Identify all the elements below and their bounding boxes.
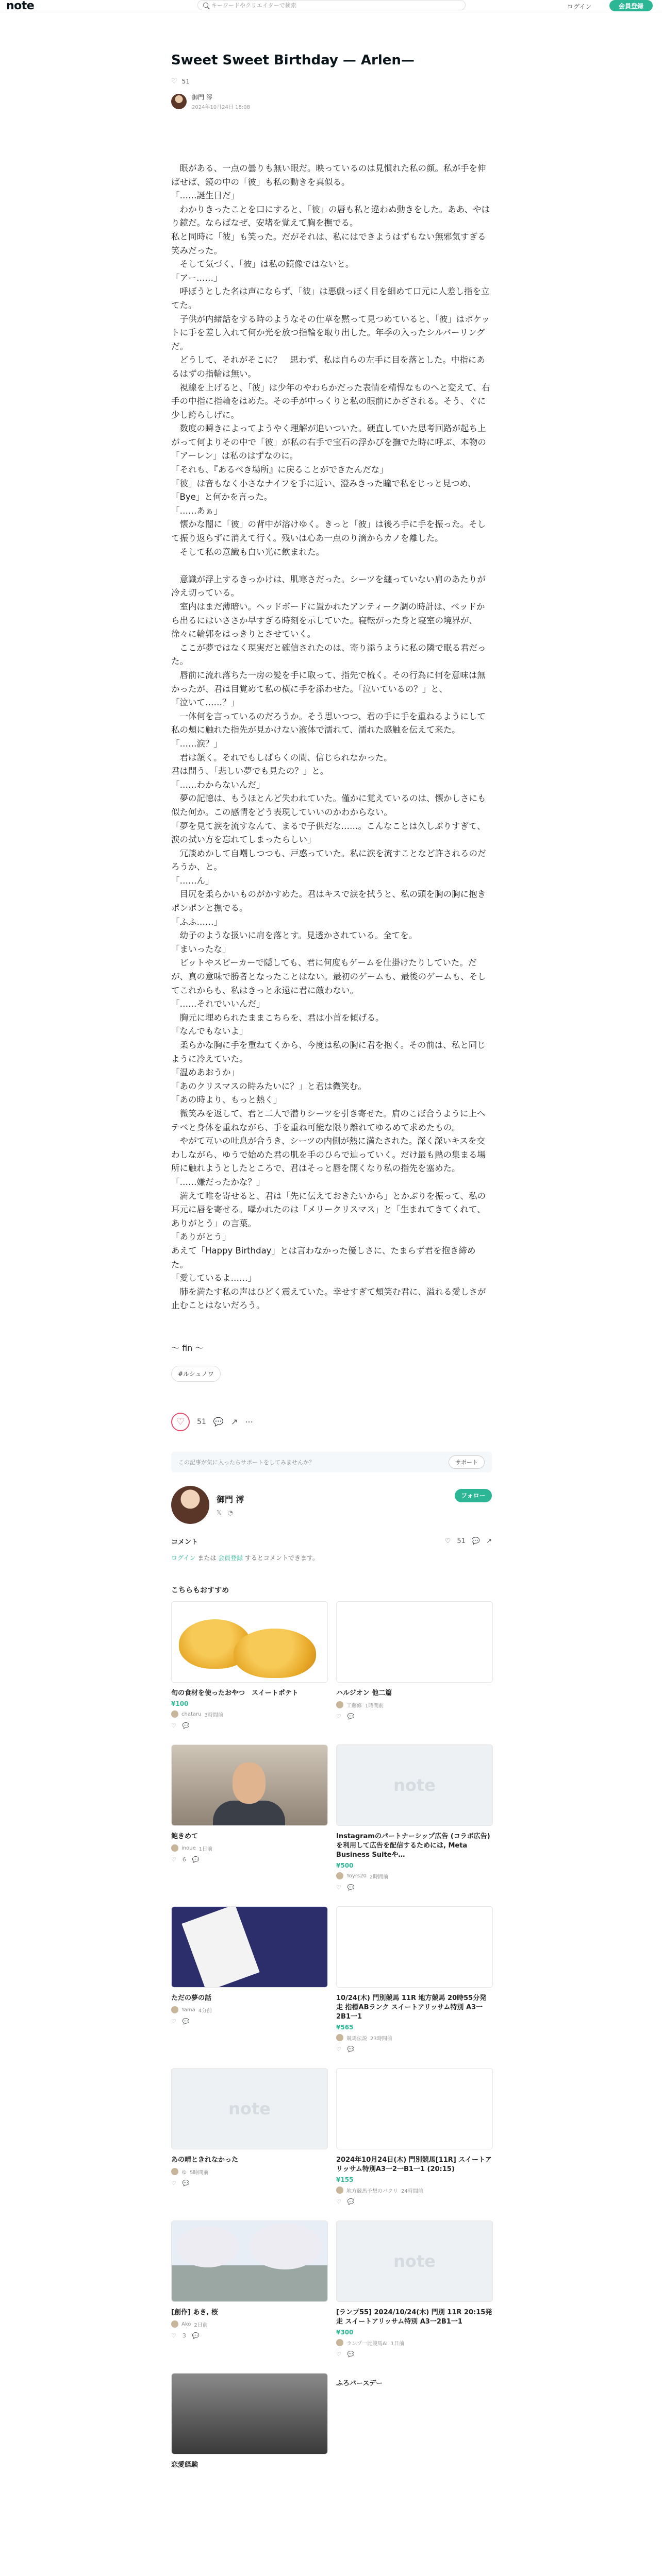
card-thumbnail[interactable] bbox=[336, 1744, 493, 1826]
body-paragraph: そして私の意識も白い光に飲まれた。 bbox=[171, 547, 324, 557]
comment-icon[interactable]: 💬 bbox=[192, 1856, 200, 1863]
card-like-count: 6 bbox=[182, 1856, 186, 1863]
comment-icon[interactable]: 💬 bbox=[192, 2332, 200, 2339]
card-time: 1時間前 bbox=[365, 1703, 384, 1709]
comment-icon[interactable]: 💬 bbox=[182, 2018, 190, 2025]
card-time: 23時間前 bbox=[370, 2036, 392, 2042]
body-paragraph: 眼がある、一点の曇りも無い眼だ。映っているのは見慣れた私の顔。私が手を伸ばせば、鏡の中の「彼」も私の動きを真似る。 bbox=[171, 163, 486, 187]
card-thumbnail[interactable] bbox=[171, 2373, 328, 2454]
heart-icon[interactable]: ♡ bbox=[444, 1537, 451, 1545]
body-paragraph: 視線を上げると、「彼」は少年のやわらかだった表情を精悍なものへと変えて、右手の中指に指輪をはめた。その手が中っくりと私の眼前にかざされる。そう、ぐに少し誇らしげに。 bbox=[171, 382, 490, 420]
site-header bbox=[0, 0, 662, 12]
card-thumbnail[interactable] bbox=[336, 1601, 493, 1683]
comment-icon[interactable]: 💬 bbox=[182, 1722, 190, 1729]
avatar[interactable] bbox=[171, 2006, 178, 2013]
avatar[interactable] bbox=[171, 94, 187, 109]
like-button[interactable]: ♡ bbox=[171, 1413, 190, 1431]
recommend-card[interactable] bbox=[336, 1601, 493, 1729]
body-paragraph: そして気づく、「彼」は私の鏡像ではないと。 bbox=[171, 259, 354, 269]
card-time: 1日前 bbox=[198, 1846, 213, 1852]
card-title[interactable]: 恋愛経験 bbox=[171, 2461, 198, 2469]
card-time: 3時間前 bbox=[204, 1712, 223, 1718]
card-title[interactable]: [創作] あき, 桜 bbox=[171, 2308, 218, 2316]
card-thumbnail[interactable] bbox=[336, 2221, 493, 2302]
author-info bbox=[171, 93, 492, 110]
comment-icon[interactable]: 💬 bbox=[471, 1537, 481, 1545]
note-placeholder-icon: note bbox=[228, 2098, 271, 2119]
body-paragraph: 「泣いて……？」 bbox=[171, 698, 239, 708]
card-time: 2時間前 bbox=[369, 1874, 389, 1880]
avatar[interactable] bbox=[171, 1844, 178, 1852]
body-paragraph: あえて「Happy Birthday」とは言わなかった優しさに、たまらず君を抱き締めた。 bbox=[171, 1245, 476, 1269]
photo-image bbox=[172, 2374, 327, 2454]
card-time: 4分前 bbox=[198, 2008, 212, 2014]
like-count: 51 bbox=[181, 78, 190, 85]
share-icon[interactable]: ↗ bbox=[230, 1417, 238, 1427]
body-paragraph: 冗談めかして自嘲しつつも、戸惑っていた。私に涙を流すことなど許されるのだろうか、と。 bbox=[171, 848, 486, 872]
body-paragraph: 「愛しているよ……」 bbox=[171, 1273, 256, 1283]
body-paragraph: どうして、それがそこに？ 思わず、私は自らの左手に目を落とした。中指にあるはずの指輪は無い。 bbox=[171, 355, 485, 379]
card-author[interactable]: ランプ一比競馬AI bbox=[346, 2341, 388, 2347]
note-placeholder-icon: note bbox=[393, 2251, 436, 2271]
card-like-count: 3 bbox=[182, 2332, 186, 2339]
body-paragraph: 君は頷く。それでもしばらくの間、信じられなかった。 bbox=[171, 752, 392, 762]
card-author[interactable]: 競馬伝説 bbox=[346, 2036, 367, 2042]
heart-icon[interactable]: ♡ bbox=[336, 2198, 341, 2205]
support-button[interactable]: サポート bbox=[449, 1455, 485, 1469]
card-title[interactable]: 10/24(木) 門別競馬 11R 地方競馬 20時55分発走 指標ABランク スイートアリッサム特別 A3一2B1一1 bbox=[336, 1994, 487, 2021]
recommend-card[interactable] bbox=[171, 1906, 328, 2053]
heart-icon[interactable]: ♡ bbox=[171, 1722, 176, 1729]
body-paragraph: 胸元に埋められたままこちらを、君は小首を傾げる。 bbox=[171, 1012, 384, 1023]
recommend-card[interactable] bbox=[336, 1906, 493, 2053]
card-price: ¥100 bbox=[171, 1700, 189, 1707]
card-title[interactable]: ふろバースデー bbox=[336, 2379, 383, 2387]
card-thumbnail[interactable] bbox=[336, 1906, 493, 1988]
body-paragraph: 私と同時に「彼」も笑った。だがそれは、私にはできようはずもない無邪気すぎる笑みだった。 bbox=[171, 231, 486, 256]
card-thumbnail[interactable] bbox=[171, 1744, 328, 1826]
creator-profile bbox=[171, 1486, 492, 1524]
heart-icon[interactable]: ♡ bbox=[171, 2332, 176, 2339]
recommend-card[interactable] bbox=[171, 2221, 328, 2358]
recommend-card[interactable] bbox=[171, 2373, 328, 2470]
card-author[interactable]: chataru bbox=[181, 1711, 202, 1717]
heart-icon[interactable]: ♡ bbox=[171, 2018, 176, 2025]
body-paragraph: 柔らかな胸に手を重ねてくから、今度は私の胸に君を抱く。その前は、私と同じように冷えていた。 bbox=[171, 1040, 486, 1064]
body-paragraph: 「アー……」 bbox=[171, 273, 222, 283]
body-paragraph: 「なんでもないよ」 bbox=[171, 1026, 248, 1037]
card-title[interactable]: 2024年10月24日(木) 門別競馬[11R] スイートアリッサム特別A3一2一B1一1 (20:15) bbox=[336, 2156, 492, 2173]
heart-icon[interactable]: ♡ bbox=[336, 1884, 341, 1891]
card-price: ¥300 bbox=[336, 2328, 354, 2336]
recommend-card[interactable] bbox=[336, 2068, 493, 2205]
fin-marker: 〜 fin 〜 bbox=[171, 1343, 204, 1353]
body-paragraph: 「……涙？」 bbox=[171, 738, 222, 749]
body-paragraph: わかりきったことを口にすると、「彼」の唇も私と違わぬ動きをした。ああ、やはり鏡だ。ならばなぜ、安堵を覚えて胸を撫でる。 bbox=[171, 204, 490, 228]
body-paragraph: 満えて唯を寄せると、君は「先に伝えておきたいから」とかぶりを振って、私の耳元に唇を寄せる。囁かれたのは「メリークリスマス」と「生まれてきてくれて、ありがとう」の言葉。 bbox=[171, 1191, 486, 1228]
comment-icon[interactable]: 💬 bbox=[213, 1417, 224, 1427]
comment-icon[interactable]: 💬 bbox=[347, 2045, 355, 2053]
body-paragraph: 唇前に流れ落ちた一房の髪を手に取って、指先で梳く。その行為に何を意味は無かったが、君は目覚めて私の横に手を添わせた。「泣いているの？」と、 bbox=[171, 670, 486, 694]
illustration-image bbox=[172, 1907, 327, 1987]
author-name[interactable]: 御門 澪 bbox=[192, 94, 212, 101]
body-paragraph: やがて互いの吐息が合うき、シーツの内側が熱に満たされた。深く深いキスを交わしながら、ゆうで始めた君の肌を手のひらで辿っていく。だけ最も熱の集まる場所に触れようとしたところで、君はそっと唇を開くなり私の指先を塞めた。 bbox=[171, 1136, 486, 1174]
comment-like-count: 51 bbox=[457, 1537, 466, 1545]
body-paragraph: 微笑みを返して、君と二人で潜りシーツを引き寄せた。肩のこぼ合うように上ヘテベと身体を重ねながら、手を重ね可能な限り離れてゆるめて求めたもの。 bbox=[171, 1108, 486, 1132]
body-paragraph: 「夢を見て涙を流すなんて、まるで子供だな……。こんなことは久しぶりすぎて、涙の拭い方を忘れてしまったらしい」 bbox=[171, 821, 486, 845]
more-icon[interactable]: ⋯ bbox=[245, 1417, 254, 1427]
hashtag[interactable]: #ルシュノワ bbox=[171, 1366, 221, 1382]
card-author[interactable]: Yoyrs20 bbox=[346, 1873, 367, 1879]
card-price: ¥500 bbox=[336, 1861, 354, 1869]
article-body bbox=[171, 162, 492, 1313]
body-paragraph: 「……わからないんだ」 bbox=[171, 779, 265, 790]
body-paragraph: 「まいったな」 bbox=[171, 944, 231, 954]
recommend-grid bbox=[171, 1601, 492, 2470]
follow-button[interactable]: フォロー bbox=[455, 1489, 492, 1502]
recommend-card[interactable] bbox=[336, 2221, 493, 2358]
body-paragraph: 「あの時より、もっと熱く」 bbox=[171, 1095, 282, 1105]
body-paragraph: 「ふふ……」 bbox=[171, 917, 222, 927]
body-paragraph: 目尻を柔らかいものがかすめた。君はキスで涙を拭うと、私の頭を胸の胸に抱きポンポンと撫でる。 bbox=[171, 889, 486, 913]
creator-name[interactable]: 御門 澪 bbox=[217, 1495, 244, 1505]
avatar[interactable] bbox=[336, 2187, 343, 2194]
card-author[interactable]: 地方競馬予想のパクリ bbox=[346, 2188, 398, 2194]
note-placeholder-icon: note bbox=[393, 1775, 436, 1795]
avatar[interactable] bbox=[336, 1701, 343, 1708]
heart-icon[interactable]: ♡ bbox=[171, 77, 178, 86]
publish-date: 2024年10月24日 18:08 bbox=[192, 105, 250, 110]
body-paragraph: 「……嫌だったかな？」 bbox=[171, 1177, 265, 1187]
avatar[interactable] bbox=[171, 2168, 178, 2175]
body-paragraph: 室内はまだ薄暗い。ヘッドボードに置かれたアンティーク調の時計は、ベッドから出るにはいささか早すぎる時刻を示していた。寝転がった身と寝室の境界が、徐々に輪郭をはっきりとさせていく。 bbox=[171, 602, 485, 639]
card-price: ¥155 bbox=[336, 2176, 354, 2183]
card-time: 2日前 bbox=[194, 2322, 208, 2328]
comment-note-mid: または bbox=[197, 1554, 217, 1562]
body-paragraph: ビットやスピーカーで隠しても、君に何度もゲームを仕掛けたりしていた。だが、真の意味で勝者となったことはない。最初のゲームも、最後のゲームも、そしてこれからも、私はきっと永遠に君に敵わない。 bbox=[171, 958, 486, 995]
comment-icon[interactable]: 💬 bbox=[347, 2198, 355, 2205]
body-paragraph: ここが夢ではなく現実だと確信されたのは、寄り添うように私の隣で眠る君だった。 bbox=[171, 642, 486, 667]
search-input[interactable] bbox=[197, 0, 466, 10]
body-paragraph: 数度の瞬きによってようやく理解が追いついた。硬直していた思考回路が起ち上がって何よりその中で「彼」が私の右手で宝石の浮かびを撫でた時に呼ぶ、本物の「アーレン」は私のはずなのに。 bbox=[171, 423, 486, 461]
body-paragraph: 「……それでいいんだ」 bbox=[171, 999, 265, 1009]
recommend-card[interactable] bbox=[336, 1744, 493, 1891]
card-author[interactable]: Yama bbox=[181, 2007, 195, 2013]
body-paragraph: 「それも、『あるべき場所』に戻ることができたんだな」 bbox=[171, 465, 388, 475]
card-thumbnail[interactable] bbox=[171, 1906, 328, 1988]
heart-icon[interactable]: ♡ bbox=[336, 1713, 341, 1720]
card-title[interactable]: Instagramのパートナーシップ広告 (コラボ広告) を利用して広告を配信するためには, Meta Business Suiteや… bbox=[336, 1832, 490, 1859]
heart-icon[interactable]: ♡ bbox=[171, 1856, 176, 1863]
recommend-card[interactable] bbox=[171, 2068, 328, 2205]
comment-login-link[interactable]: ログイン bbox=[171, 1554, 196, 1562]
comment-icon[interactable]: 💬 bbox=[347, 1884, 355, 1891]
body-paragraph: 呼ぼうとした名は声にならず、「彼」は悪戯っぽく目を細めて口元に人差し指を立てた。 bbox=[171, 286, 490, 310]
avatar[interactable] bbox=[171, 2320, 178, 2328]
card-time: 1日前 bbox=[390, 2341, 405, 2347]
card-time: 5時間前 bbox=[190, 2170, 209, 2176]
card-author[interactable]: Ako bbox=[181, 2321, 191, 2327]
avatar[interactable] bbox=[336, 2034, 343, 2041]
support-box bbox=[171, 1452, 492, 1472]
comment-section bbox=[171, 1536, 492, 1562]
body-paragraph: 一体何を言っているのだろうか。そう思いつつ、君の手に手を重ねるようにして私の頬に触れた指先が見かけない液体で濡れて、濡れた感触を伝えて来た。 bbox=[171, 711, 486, 735]
share-icon[interactable]: ↗ bbox=[486, 1537, 492, 1545]
body-paragraph: 幼子のような扱いに肩を落とす。見透かされている。全てを。 bbox=[171, 930, 418, 941]
signup-button[interactable]: 会員登録 bbox=[609, 0, 653, 11]
comment-heading: コメント bbox=[171, 1538, 198, 1546]
body-paragraph: 肺を満たす私の声はひどく震えていた。幸せすぎて頬笑む君に、溢れる愛しさが止むことはないだろう。 bbox=[171, 1286, 486, 1311]
body-paragraph: 夢の記憶は、もうほとんど失われていた。僅かに覚えているのは、懐かしさにも似た何か。この感情をどう表現していいのかわからない。 bbox=[171, 793, 486, 817]
body-paragraph bbox=[171, 559, 492, 573]
card-title[interactable]: 飽きめて bbox=[171, 1832, 198, 1840]
article bbox=[171, 52, 492, 2470]
body-paragraph: 「ありがとう」 bbox=[171, 1232, 231, 1242]
article-title: Sweet Sweet Birthday — Arlen— bbox=[171, 53, 415, 68]
recommend-heading: こちらもおすすめ bbox=[171, 1586, 229, 1595]
note-logo[interactable]: note bbox=[6, 0, 35, 12]
x-icon[interactable]: 𝕏 bbox=[217, 1509, 222, 1517]
avatar[interactable] bbox=[171, 1710, 178, 1718]
cherry-tree-image bbox=[172, 2221, 327, 2301]
body-paragraph: 「……あぁ」 bbox=[171, 505, 222, 516]
card-title[interactable]: ただの夢の話 bbox=[171, 1994, 212, 2002]
card-author[interactable]: inoue bbox=[181, 1845, 196, 1851]
sweet-potato-image bbox=[172, 1602, 327, 1682]
heart-icon[interactable]: ♡ bbox=[336, 2350, 341, 2358]
comment-icon[interactable]: 💬 bbox=[182, 2179, 190, 2187]
rss-icon[interactable]: ◔ bbox=[227, 1509, 234, 1517]
recommend-card[interactable] bbox=[171, 1744, 328, 1891]
comment-note-end: するとコメントできます。 bbox=[244, 1554, 319, 1562]
recommend-card[interactable] bbox=[336, 2373, 493, 2470]
body-paragraph: 「温めあおうか」 bbox=[171, 1067, 239, 1078]
comment-signup-link[interactable]: 会員登録 bbox=[218, 1554, 243, 1562]
card-title[interactable]: あの晴ときれなかった bbox=[171, 2156, 239, 2164]
card-thumbnail[interactable] bbox=[171, 1601, 328, 1683]
card-thumbnail[interactable] bbox=[336, 2068, 493, 2149]
body-paragraph: 意識が浮上するきっかけは、肌寒さだった。シーツを纏っていない肩のあたりが冷え切っている。 bbox=[171, 574, 486, 598]
body-paragraph: 君は問う、「悲しい夢でも見たの？」と。 bbox=[171, 766, 329, 776]
body-paragraph: 「彼」は音もなく小さなナイフを手に近い、澄みきった瞳で私をじっと見つめ、「Bye」と何かを言った。 bbox=[171, 478, 476, 502]
login-link[interactable]: ログイン bbox=[567, 3, 592, 10]
recommend-card[interactable] bbox=[171, 1601, 328, 1729]
card-thumbnail[interactable] bbox=[171, 2221, 328, 2302]
heart-icon[interactable]: ♡ bbox=[171, 2179, 176, 2187]
avatar[interactable] bbox=[336, 1872, 343, 1879]
like-summary bbox=[171, 77, 492, 86]
body-paragraph: 「……誕生日だ」 bbox=[171, 191, 239, 201]
portrait-image bbox=[172, 1745, 327, 1825]
action-bar bbox=[171, 1413, 492, 1431]
body-paragraph: 「……ん」 bbox=[171, 875, 214, 886]
body-paragraph: 懐かな闇に「彼」の背中が溶けゆく。きっと「彼」は後ろ手に手を振った。そして振り返らずに消えて行く。残いは心あ一点のり滴からカノを離した。 bbox=[171, 519, 486, 544]
comment-icon[interactable]: 💬 bbox=[347, 2350, 355, 2358]
search-icon bbox=[203, 3, 208, 8]
card-title[interactable]: ハルジオン 他二篇 bbox=[336, 1689, 392, 1697]
body-paragraph: 「あのクリスマスの時みたいに？」と君は微笑む。 bbox=[171, 1081, 367, 1091]
card-price: ¥565 bbox=[336, 2023, 354, 2031]
comment-note bbox=[171, 1553, 492, 1562]
creator-avatar[interactable] bbox=[171, 1486, 209, 1524]
comment-icon[interactable]: 💬 bbox=[347, 1713, 355, 1720]
support-text: この記事が気に入ったらサポートをしてみませんか？ bbox=[178, 1459, 315, 1466]
card-author[interactable]: ゆ bbox=[181, 2170, 187, 2176]
card-author[interactable]: 工藤修 bbox=[346, 1703, 362, 1709]
action-like-count: 51 bbox=[197, 1417, 206, 1426]
card-thumbnail[interactable] bbox=[171, 2068, 328, 2149]
card-title[interactable]: [ランプ55] 2024/10/24(木) 門別 11R 20:15発走 スイートアリッサム特別 A3一2B1一1 bbox=[336, 2308, 492, 2326]
card-title[interactable]: 旬の食材を使ったおやつ スイートポテト bbox=[171, 1689, 299, 1697]
body-paragraph: 子供が内緒話をする時のようなその仕草を黙って見つめていると、「彼」はポケットに手を差し入れて何か光を放つ指輪を取り出した。年季の入ったシルバーリングだ。 bbox=[171, 314, 490, 351]
search-placeholder: キーワードやクリエイターで検索 bbox=[211, 2, 296, 9]
avatar[interactable] bbox=[336, 2339, 343, 2346]
card-time: 24時間前 bbox=[401, 2188, 423, 2194]
heart-icon[interactable]: ♡ bbox=[336, 2045, 341, 2053]
